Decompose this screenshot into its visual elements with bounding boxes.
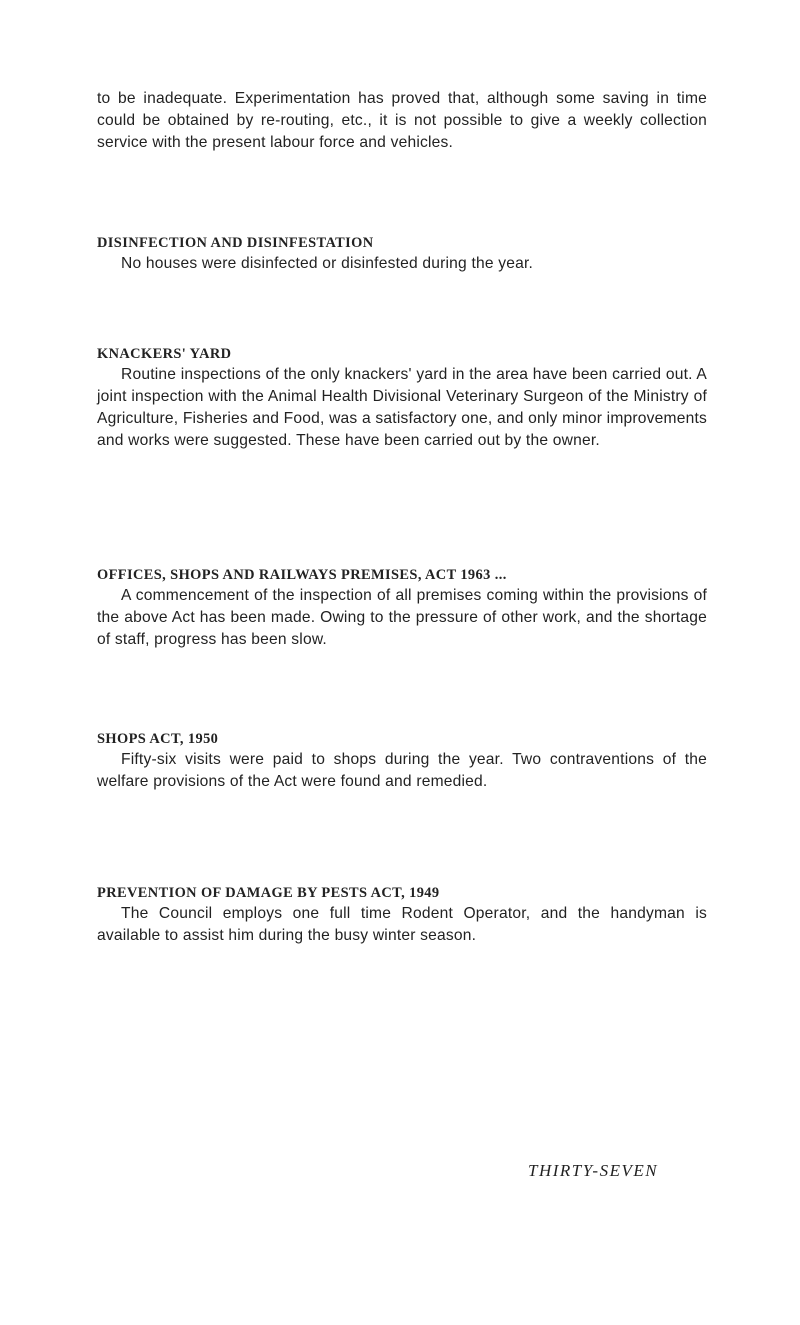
section-body: The Council employs one full time Rodent Operator, and the handyman is available to assist him during the busy winter season.: [97, 905, 707, 944]
section-shops-act: [97, 729, 707, 793]
section-body: Fifty-six visits were paid to shops during the year. Two contraventions of the welfare provisions of the Act were found and remedied.: [97, 751, 707, 790]
section-knackers-yard: [97, 344, 707, 452]
section-pests-act: [97, 883, 707, 947]
section-body: A commencement of the inspection of all premises coming within the provisions of the above Act has been made. Owing to the pressure of other work, and the shortage of staff, progress has been slow.: [97, 587, 707, 648]
section-heading: KNACKERS' YARD: [97, 346, 232, 362]
section-body: Routine inspections of the only knackers' yard in the area have been carried out. A joint inspection with the Animal Health Divisional Veterinary Surgeon of the Ministry of Agriculture, Fisheries and Food, was a satisfactory one, and only minor improvements and works were suggested. These have been carried out by the owner.: [97, 366, 707, 449]
section-offices-shops-railways: [97, 565, 707, 651]
intro-paragraph: to be inadequate. Experimentation has proved that, although some saving in time could be obtained by re-routing, etc., it is not possible to give a weekly collection service with the present labour force and vehicles.: [97, 90, 707, 151]
section-body: No houses were disinfected or disinfested during the year.: [121, 255, 534, 272]
section-heading: OFFICES, SHOPS AND RAILWAYS PREMISES, ACT 1963 ...: [97, 567, 507, 583]
section-disinfection: [97, 233, 707, 275]
page-number: THIRTY-SEVEN: [528, 1161, 659, 1180]
section-heading: SHOPS ACT, 1950: [97, 731, 219, 747]
section-heading: DISINFECTION AND DISINFESTATION: [97, 235, 374, 251]
section-heading: PREVENTION OF DAMAGE BY PESTS ACT, 1949: [97, 885, 440, 901]
